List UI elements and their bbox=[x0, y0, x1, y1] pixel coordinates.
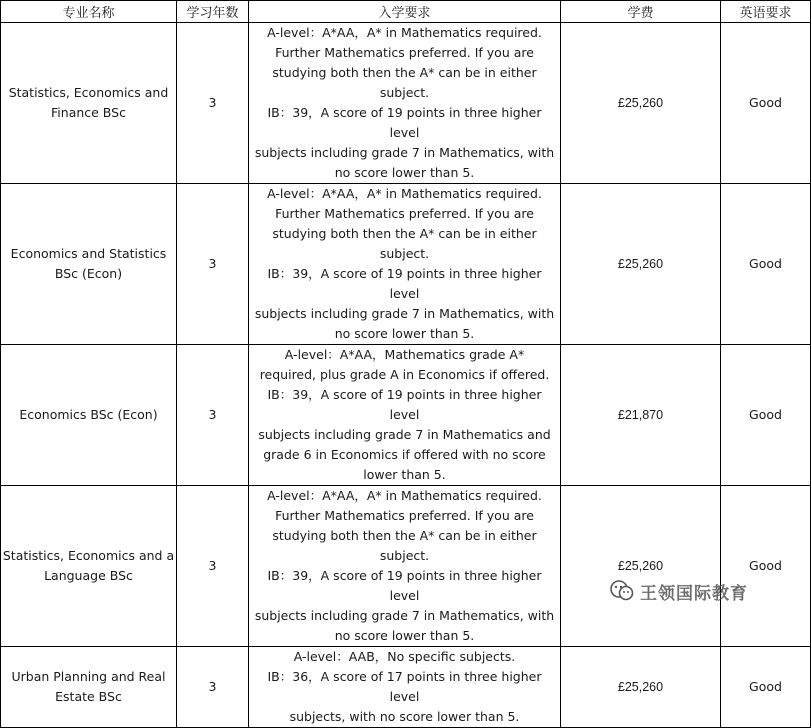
requirement-line: A-level：A*AA，A* in Mathematics required. bbox=[267, 25, 542, 40]
major-name: Economics BSc (Econ) bbox=[1, 345, 177, 486]
requirement-line: A-level：AAB，No specific subjects. bbox=[293, 649, 516, 664]
entry-requirements bbox=[249, 345, 561, 486]
english-requirement: Good bbox=[721, 647, 811, 728]
requirement-line: IB：39，A score of 19 points in three higher level bbox=[267, 105, 542, 140]
requirement-line: grade 6 in Economics if offered with no score bbox=[263, 447, 546, 462]
requirement-line: subjects, with no score lower than 5. bbox=[289, 709, 520, 724]
requirement-line: subject. bbox=[379, 246, 430, 261]
requirement-line: studying both then the A* can be in either bbox=[272, 226, 537, 241]
entry-requirements bbox=[249, 23, 561, 184]
requirement-line: Further Mathematics preferred. If you are bbox=[275, 45, 534, 60]
english-requirement: Good bbox=[721, 23, 811, 184]
requirement-line: subjects including grade 7 in Mathematics, with bbox=[254, 306, 555, 321]
header-row bbox=[1, 1, 811, 23]
study-years: 3 bbox=[177, 23, 249, 184]
requirement-line: IB：39，A score of 19 points in three higher level bbox=[267, 387, 542, 422]
requirement-line: no score lower than 5. bbox=[334, 628, 475, 643]
requirement-line: lower than 5. bbox=[363, 467, 446, 482]
requirement-line: no score lower than 5. bbox=[334, 165, 475, 180]
tuition-fee: £25,260 bbox=[561, 184, 721, 345]
english-requirement: Good bbox=[721, 486, 811, 647]
watermark-text: 王领国际教育 bbox=[640, 583, 748, 604]
requirement-line: no score lower than 5. bbox=[334, 326, 475, 341]
requirement-line: studying both then the A* can be in either bbox=[272, 65, 537, 80]
entry-requirements bbox=[249, 647, 561, 728]
entry-requirements bbox=[249, 486, 561, 647]
tuition-fee: £21,870 bbox=[561, 345, 721, 486]
table-row bbox=[1, 647, 811, 728]
header-english: 英语要求 bbox=[721, 1, 811, 23]
requirement-line: subject. bbox=[379, 85, 430, 100]
table-row bbox=[1, 23, 811, 184]
requirement-line: A-level：A*AA，A* in Mathematics required. bbox=[267, 186, 542, 201]
english-requirement: Good bbox=[721, 345, 811, 486]
study-years: 3 bbox=[177, 184, 249, 345]
table-row bbox=[1, 486, 811, 647]
requirement-line: subject. bbox=[379, 548, 430, 563]
study-years: 3 bbox=[177, 345, 249, 486]
requirement-line: subjects including grade 7 in Mathematics, with bbox=[254, 145, 555, 160]
requirement-line: A-level：A*AA，A* in Mathematics required. bbox=[267, 488, 542, 503]
table-row bbox=[1, 184, 811, 345]
requirement-line: subjects including grade 7 in Mathematics and bbox=[258, 427, 551, 442]
requirement-line: IB：39，A score of 19 points in three higher level bbox=[267, 568, 542, 603]
header-fee: 学费 bbox=[561, 1, 721, 23]
major-name: Economics and Statistics BSc (Econ) bbox=[1, 184, 177, 345]
table-row bbox=[1, 345, 811, 486]
requirement-line: IB：36，A score of 17 points in three higher level bbox=[267, 669, 542, 704]
entry-requirements bbox=[249, 184, 561, 345]
study-years: 3 bbox=[177, 647, 249, 728]
requirement-line: studying both then the A* can be in either bbox=[272, 528, 537, 543]
requirement-line: required, plus grade A in Economics if offered. bbox=[259, 367, 550, 382]
requirement-line: Further Mathematics preferred. If you are bbox=[275, 508, 534, 523]
requirement-line: Further Mathematics preferred. If you are bbox=[275, 206, 534, 221]
study-years: 3 bbox=[177, 486, 249, 647]
major-name: Statistics, Economics and Finance BSc bbox=[1, 23, 177, 184]
requirement-line: subjects including grade 7 in Mathematics, with bbox=[254, 608, 555, 623]
requirement-line: A-level：A*AA，Mathematics grade A* bbox=[284, 347, 525, 362]
header-years: 学习年数 bbox=[177, 1, 249, 23]
header-major-name: 专业名称 bbox=[1, 1, 177, 23]
tuition-fee: £25,260 bbox=[561, 647, 721, 728]
tuition-fee: £25,260 bbox=[561, 23, 721, 184]
header-requirements: 入学要求 bbox=[249, 1, 561, 23]
tuition-fee: £25,260 bbox=[561, 486, 721, 647]
major-name: Urban Planning and Real Estate BSc bbox=[1, 647, 177, 728]
major-name: Statistics, Economics and a Language BSc bbox=[1, 486, 177, 647]
requirement-line: IB：39，A score of 19 points in three higher level bbox=[267, 266, 542, 301]
english-requirement: Good bbox=[721, 184, 811, 345]
